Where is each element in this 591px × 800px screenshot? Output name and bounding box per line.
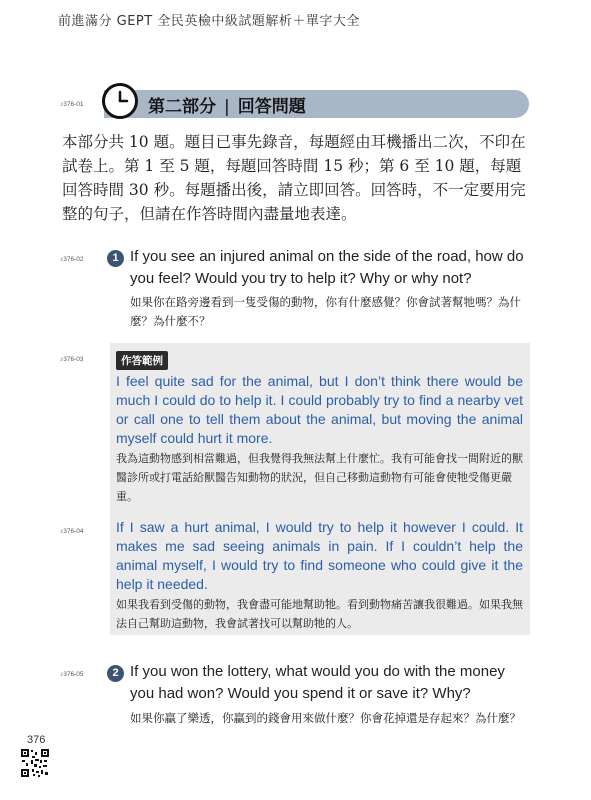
sample-answer-label: 作答範例 [116,351,168,370]
sample-answer-translation: 我為這動物感到相當難過，但我覺得我無法幫上什麼忙。我有可能會找一間附近的獸醫診所或打電話給獸醫告知動物的狀況，但自己移動這動物有可能會使牠受傷更嚴重。 [116,452,523,503]
question-translation: 如果你贏了樂透，你贏到的錢會用來做什麼？你會花掉還是存起來？為什麼？ [130,711,521,725]
sample-answer-translation: 如果我看到受傷的動物，我會盡可能地幫助牠。看到動物痛苦讓我很難過。如果我無法自己幫助這動物，我會試著找可以幫助牠的人。 [116,598,523,630]
question-number-badge: 1 [107,250,124,267]
running-header: 前進滿分 GEPT 全民英檢中級試題解析＋單字大全 [58,14,360,29]
question-number-badge: 2 [107,665,124,682]
intro-paragraph: 本部分共 10 題。題目已事先錄音，每題經由耳機播出二次，不印在試卷上。第 1 至 5 題，每題回答時間 15 秒；第 6 至 10 題，每題回答時間 30 秒。每題播出後，請立即回答。回答時，不一定要用完整的句子，但請在作答時間內盡量地表達。 [62,133,526,223]
page-number: 376 [27,734,46,746]
question-translation: 如果你在路旁邊看到一隻受傷的動物，你有什麼感覺？你會試著幫牠嗎？為什麼？為什麼不？ [130,295,521,328]
sample-answer-text: I feel quite sad for the animal, but I don’t think there would be much I could do to help it. I could probably try to find a nearby vet or call one to tell them about the animal, but moving the animal myself could hurt it more. [116,373,523,446]
section-part: 第二部分 [148,97,216,117]
clock-icon [102,83,138,119]
section-heading: 回答問題 [237,97,306,117]
track-label: ♪376-04 [60,528,84,535]
question-text: If you see an injured animal on the side of the road, how do you feel? Would you try to help it? Why or why not? [130,248,524,287]
question-text: If you won the lottery, what would you do with the money you had won? Would you spend it or save it? Why? [130,663,505,702]
section-title: 第二部分 | 回答問題 [148,97,306,117]
track-label: ♪376-03 [60,356,84,363]
qr-code-icon[interactable] [20,748,50,778]
sample-answer-text: If I saw a hurt animal, I would try to help it however I could. It makes me sad seeing animals in pain. If I couldn’t help the animal myself, I would try to find someone who could give it the help it needed. [116,519,523,592]
track-label: ♪376-01 [60,101,84,108]
track-label: ♪376-02 [60,256,84,263]
track-label: ♪376-05 [60,671,84,678]
